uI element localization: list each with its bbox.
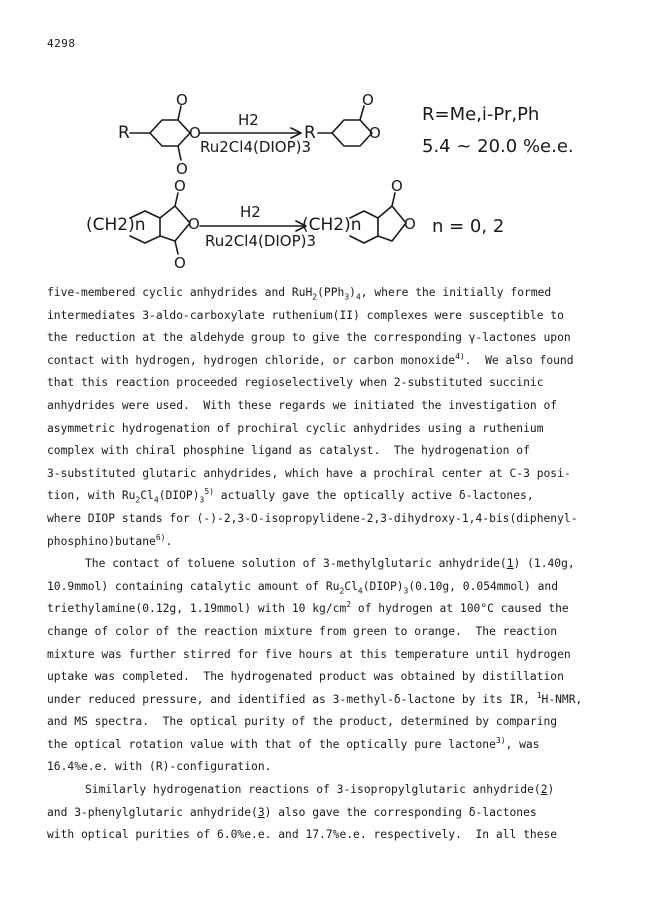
text-line: that this reaction proceeded regioselectively when 2-substituted succinic xyxy=(47,376,544,390)
anhydride-oxygen-top: O xyxy=(174,177,186,195)
bicyclic-lactone-ring-oxygen: O xyxy=(404,215,416,233)
text-line: change of color of the reaction mixture from green to orange. The reaction xyxy=(47,624,558,638)
ee-range: 5.4 ~ 20.0 %e.e. xyxy=(422,136,574,157)
carbonyl-oxygen-bottom: O xyxy=(176,160,188,178)
text-line: 16.4%e.e. with (R)-configuration. xyxy=(47,760,272,774)
citation-ref: 4) xyxy=(455,352,465,362)
product-ring-size-label: (CH2)n xyxy=(302,215,362,235)
text-line: and MS spectra. The optical purity of the product, determined by comparing xyxy=(47,715,558,729)
text-line: the optical rotation value with that of the optically pure lactone$^{3)}$, was xyxy=(47,736,540,751)
text-line: contact with hydrogen, hydrogen chloride, or carbon monoxide$^{4)}$. We also found xyxy=(47,352,574,367)
compound-number: 2 xyxy=(540,783,548,797)
text-line: uptake was completed. The hydrogenated product was obtained by distillation xyxy=(47,670,564,684)
text-line: phosphino)butane$^{6)}$. xyxy=(47,532,173,548)
text-line: 10.9mmol) containing catalytic amount of $Ru_2Cl_4(DIOP)_3(0.10g$, 0.054mmol) and xyxy=(47,579,559,595)
lactone-product-structure xyxy=(318,106,372,146)
text-line: five-membered cyclic anhydrides and $RuH_2(PPh_3)_4$, where the initially formed xyxy=(47,286,552,302)
text-line: intermediates 3-aldo-carboxylate ruthenium(II) complexes were susceptible to xyxy=(47,308,564,322)
catalyst-label-1: Ru2Cl4(DIOP)3 xyxy=(200,138,312,156)
n-values: n = 0, 2 xyxy=(432,216,505,237)
ring-oxygen: O xyxy=(189,124,201,142)
catalyst-label-2: Ru2Cl4(DIOP)3 xyxy=(205,232,317,250)
reagent-h2-2: H2 xyxy=(240,203,261,221)
text-line: Similarly hydrogenation reactions of 3-isopropylglutaric anhydride(2) xyxy=(85,783,555,797)
citation-ref: 5) xyxy=(204,487,214,497)
text-line: tion, with $Ru_2Cl_4(DIOP)_3^{5)}$ actually gave the optically active δ-lactones, xyxy=(47,487,534,505)
product-r-label: R xyxy=(304,123,316,143)
compound-number: 3 xyxy=(257,805,265,819)
reaction-scheme xyxy=(0,78,672,290)
text-line: mixture was further stirred for five hours at this temperature until hydrogen xyxy=(47,647,571,661)
substituent-r-label: R xyxy=(118,123,130,143)
anhydride-oxygen-bottom: O xyxy=(174,254,186,272)
carbonyl-oxygen-top: O xyxy=(176,91,188,109)
reaction-arrow-2 xyxy=(200,221,306,231)
bicyclic-lactone-carbonyl-oxygen: O xyxy=(391,177,403,195)
text-line: under reduced pressure, and identified as 3-methyl-δ-lactone by its IR, $^1$H-NMR, xyxy=(47,690,583,706)
substituent-list: R=Me,i-Pr,Ph xyxy=(422,104,540,125)
reagent-h2-1: H2 xyxy=(238,111,259,129)
text-line: 3-substituted glutaric anhydrides, which have a prochiral center at C-3 posi- xyxy=(47,466,571,480)
citation-ref: 3) xyxy=(495,736,506,746)
text-line: asymmetric hydrogenation of prochiral cyclic anhydrides using a ruthenium xyxy=(47,421,544,435)
text-line: and 3-phenylglutaric anhydride(3) also gave the corresponding δ-lactones xyxy=(47,805,537,819)
text-line: complex with chiral phosphine ligand as catalyst. The hydrogenation of xyxy=(47,444,530,458)
reaction-arrow-1 xyxy=(200,128,301,138)
glutaric-anhydride-structure xyxy=(130,106,190,160)
text-line: triethylamine(0.12g, 1.19mmol) with 10 $kg/cm^2$ of hydrogen at 100°C caused the xyxy=(47,600,569,616)
citation-ref: 6) xyxy=(155,532,166,542)
text-line: where DIOP stands for (-)-2,3-O-isopropylidene-2,3-dihydroxy-1,4-bis(diphenyl- xyxy=(47,511,578,525)
lactone-carbonyl-oxygen: O xyxy=(362,91,374,109)
anhydride-ring-oxygen: O xyxy=(188,215,200,233)
page-number: 4298 xyxy=(47,37,76,50)
text-line: The contact of toluene solution of 3-methylglutaric anhydride(1) (1.40g, xyxy=(85,557,575,571)
text-line: anhydrides were used. With these regards we initiated the investigation of xyxy=(47,398,558,412)
lactone-ring-oxygen: O xyxy=(369,124,381,142)
body-text xyxy=(47,282,637,847)
text-line: with optical purities of 6.0%e.e. and 17.7%e.e. respectively. In all these xyxy=(47,828,558,842)
reaction-scheme-svg xyxy=(0,78,672,290)
ring-size-label: (CH2)n xyxy=(86,215,146,235)
text-line: the reduction at the aldehyde group to give the corresponding γ-lactones upon xyxy=(47,331,571,345)
compound-number: 1 xyxy=(506,557,514,571)
